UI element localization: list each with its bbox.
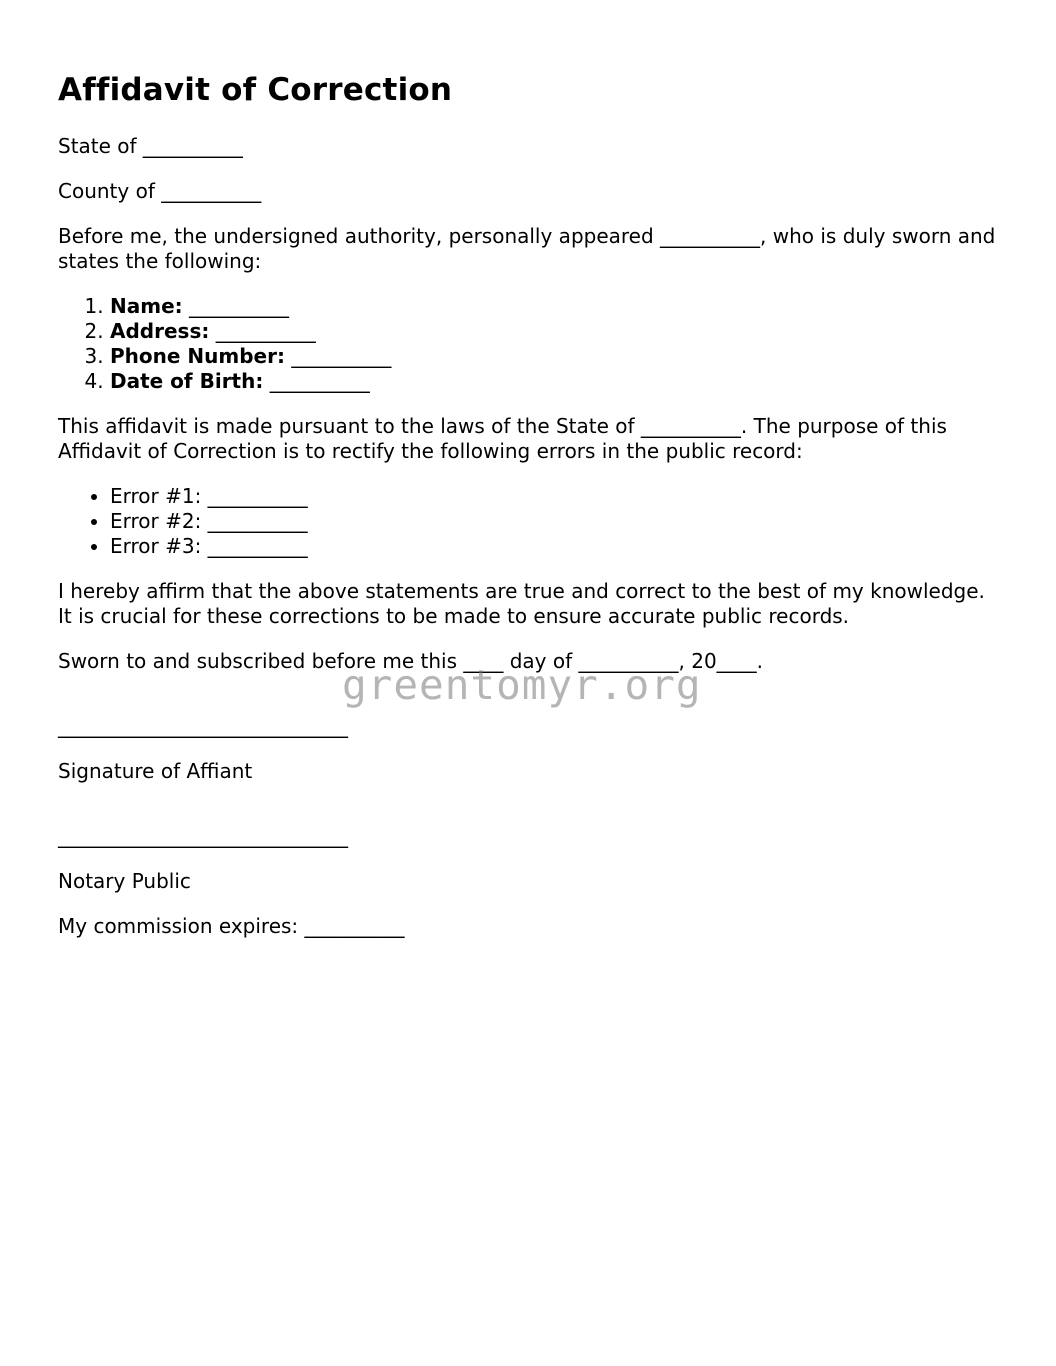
- purpose-paragraph: This affidavit is made pursuant to the laws of the State of __________. The purpose of this Affidavit of Correction is to rectify the following errors in the public record:: [58, 414, 947, 463]
- list-item-name: [110, 294, 998, 319]
- personal-info-list: [58, 294, 998, 394]
- error-item-3: • Error #3: __________: [110, 534, 998, 559]
- error-item-1: • Error #1: __________: [110, 484, 998, 509]
- list-item-dob: [110, 369, 998, 394]
- item-blank: __________: [182, 294, 289, 318]
- county-line: County of __________: [58, 179, 262, 203]
- affiant-label: Signature of Affiant: [58, 759, 253, 783]
- item-label: Name:: [110, 294, 183, 318]
- errors-list: [58, 484, 998, 559]
- affirmation-paragraph: I hereby affirm that the above statements are true and correct to the best of my knowledge. It is crucial for these corrections to be made to ensure accurate public records.: [58, 579, 985, 628]
- commission-line: My commission expires: __________: [58, 914, 405, 938]
- item-label: Address:: [110, 319, 210, 343]
- item-blank: __________: [263, 369, 370, 393]
- affiant-signature-line: _____________________________: [58, 714, 348, 738]
- item-label: Phone Number:: [110, 344, 285, 368]
- error-item-2: • Error #2: __________: [110, 509, 998, 534]
- document-title: Affidavit of Correction: [58, 72, 453, 108]
- list-item-address: [110, 319, 998, 344]
- notary-label: Notary Public: [58, 869, 191, 893]
- list-item-phone: [110, 344, 998, 369]
- state-line: State of __________: [58, 134, 243, 158]
- document-page: [58, 70, 998, 959]
- item-blank: __________: [284, 344, 392, 368]
- item-blank: __________: [209, 319, 316, 343]
- notary-signature-line: _____________________________: [58, 824, 348, 848]
- item-label: Date of Birth:: [110, 369, 264, 393]
- intro-paragraph: Before me, the undersigned authority, personally appeared __________, who is duly sworn and states the following:: [58, 224, 996, 273]
- sworn-line: Sworn to and subscribed before me this ____ day of __________, 20____.: [58, 649, 764, 673]
- watermark-text: greentomyr.org: [342, 661, 702, 709]
